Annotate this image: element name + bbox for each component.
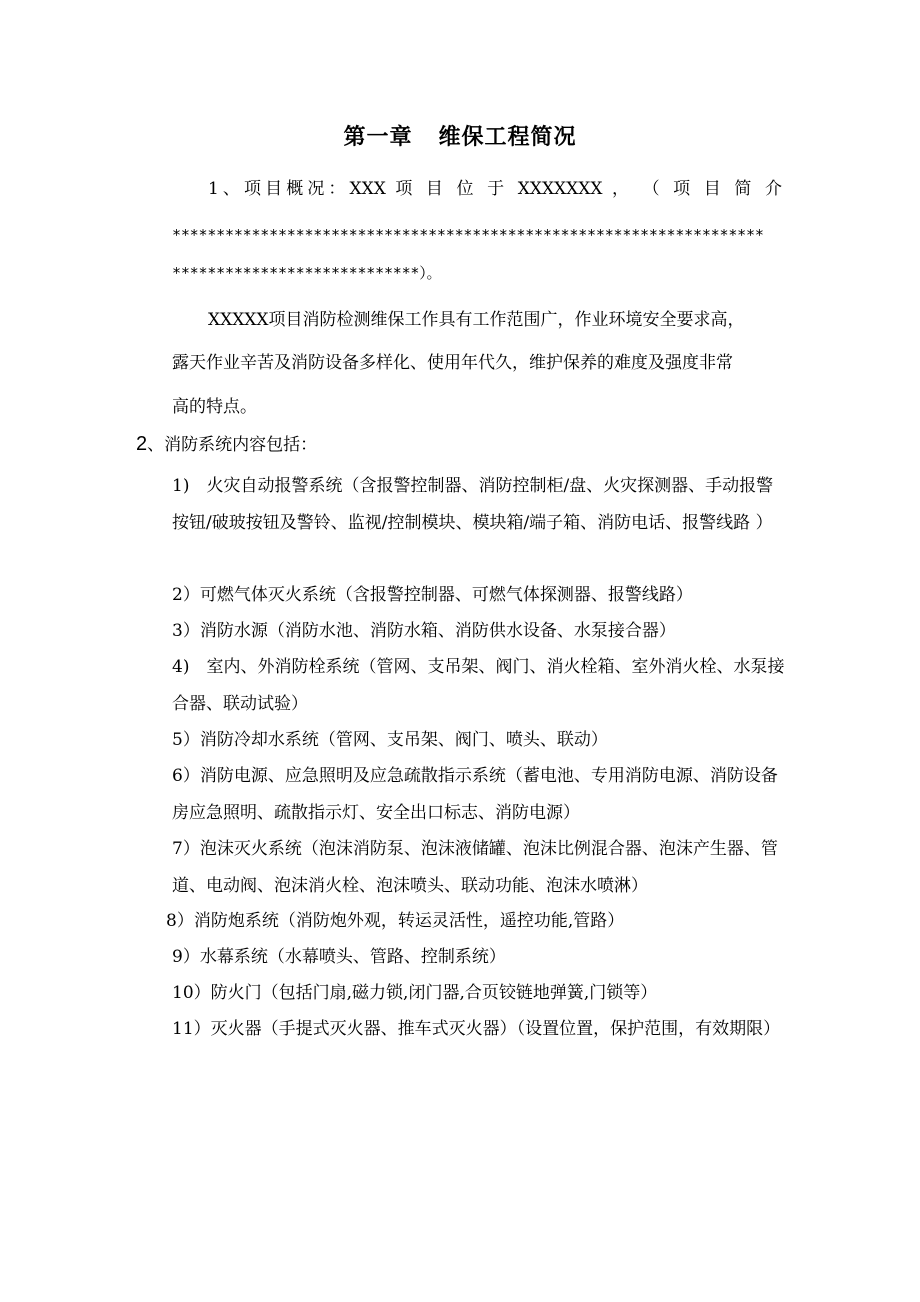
list-item: 2）可燃气体灭火系统（含报警控制器、可燃气体探测器、报警线路）: [172, 585, 693, 605]
list-item: 9）水幕系统（水幕喷头、管路、控制系统）: [172, 947, 506, 967]
chapter-name: 维保工程简况: [438, 125, 577, 150]
features-line-3: 高的特点。: [172, 397, 257, 417]
overview-line-2: *******************************************************************: [172, 226, 764, 244]
features-line-1: XXXXX项目消防检测维保工作具有工作范围广，作业环境安全要求高，: [208, 310, 745, 330]
features-line-2: 露天作业辛苦及消防设备多样化、使用年代久，维护保养的难度及强度非常: [172, 353, 733, 373]
overview-line-1: 1、项目概况：XXX 项 目 位 于 XXXXXXX ， （ 项 目 简 介: [208, 179, 782, 199]
list-item: 8）消防炮系统（消防炮外观，转运灵活性，遥控功能,管路）: [166, 911, 625, 931]
list-item: 11）灭火器（手提式灭火器、推车式灭火器）（设置位置，保护范围，有效期限）: [172, 1019, 781, 1039]
list-item: 10）防火门（包括门扇,磁力锁,闭门器,合页铰链地弹簧,门锁等）: [172, 983, 658, 1003]
list-item: 5）消防冷却水系统（管网、支吊架、阀门、喷头、联动）: [172, 730, 608, 750]
section-2-title: 、消防系统内容包括：: [147, 435, 318, 455]
list-item: 3）消防水源（消防水池、消防水箱、消防供水设备、水泵接合器）: [172, 621, 676, 641]
list-item: 6）消防电源、应急照明及应急疏散指示系统（蓄电池、专用消防电源、消防设备房应急照明、疏散指示灯、安全出口标志、消防电源）: [172, 766, 778, 823]
list-item: 4) 室内、外消防栓系统（管网、支吊架、阀门、消火栓箱、室外消火栓、水泵接合器、联动试验）: [172, 657, 785, 714]
list-item: 7）泡沫灭火系统（泡沫消防泵、泡沫液储罐、泡沫比例混合器、泡沫产生器、管道、电动阀、泡沫消火栓、泡沫喷头、联动功能、泡沫水喷淋）: [172, 839, 778, 896]
overview-line-3: ****************************）。: [172, 264, 442, 282]
chapter-title: [0, 120, 920, 151]
list-item: 1) 火灾自动报警系统（含报警控制器、消防控制柜/盘、火灾探测器、手动报警按钮/破玻按钮及警铃、监视/控制模块、模块箱/端子箱、消防电话、报警线路 ）: [172, 476, 774, 533]
chapter-number: 第一章: [343, 125, 413, 150]
section-2-heading: [136, 433, 317, 456]
section-2-number: 2: [136, 433, 148, 455]
